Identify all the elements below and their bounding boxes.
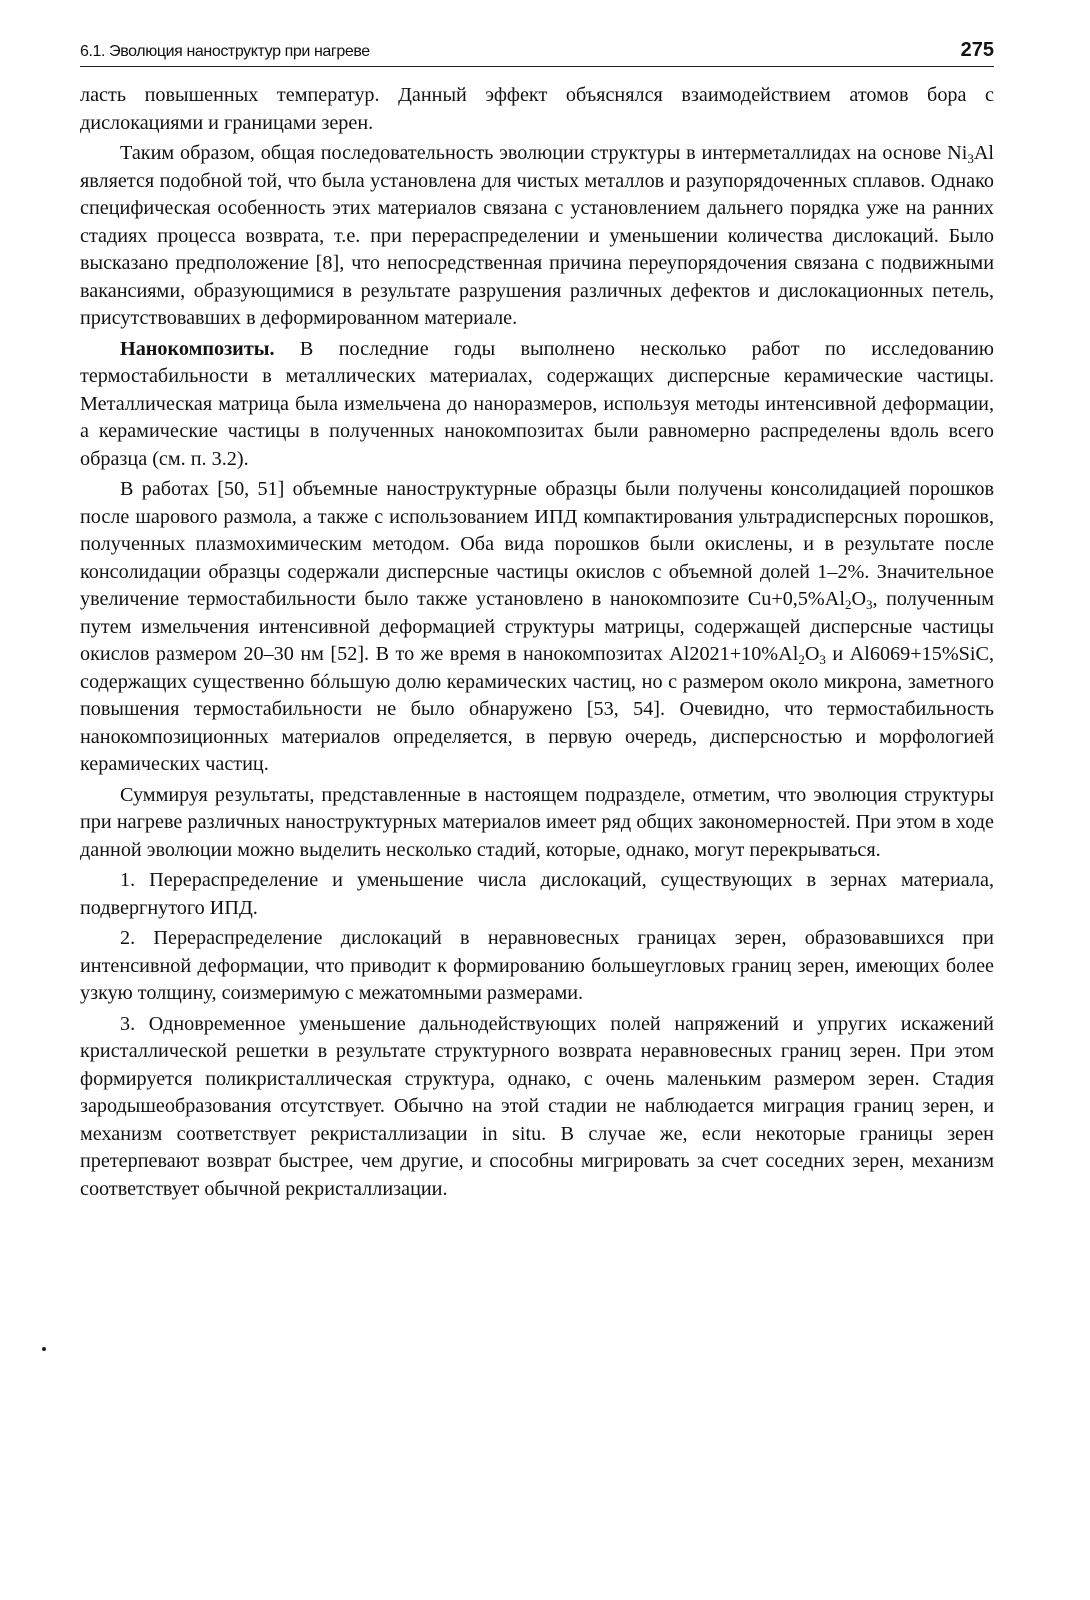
list-item-3: 3. Одновременное уменьшение дальнодействующих полей напряжений и упругих искажений кристаллической решетки в результате структурного возврата неравновесных границ зерен. При этом формируется поликристаллическая структура, однако, с очень маленьким размером зерен. Стадия зародышеобразования отсутствует. Обычно на этой стадии не наблюдается миграция границ зерен, и механизм соответствует рекристаллизации in situ. В случае же, если некоторые границы зерен претерпевают возврат быстрее, чем другие, и способны мигрировать за счет соседних зерен, механизм соответствует обычной рекристаллизации. <box>80 1012 994 1200</box>
running-title: 6.1. Эволюция наноструктур при нагреве <box>80 43 370 60</box>
paragraph-ni3al: Таким образом, общая последовательность эволюции структуры в интерметаллидах на основе $Ni_3Al$ является подобной той, что была установлена для чистых металлов и разупорядоченных сплавов. Однако специфическая особенность этих материалов связана с установлением дальнего порядка уже на ранних стадиях процесса возврата, т.е. при перераспределении и уменьшении количества дислокаций. Было высказано предположение [8], что непосредственная причина переупорядочения связана с подвижными вакансиями, образующимися в результате разрушения различных дефектов и дислокационных петель, присутствовавших в деформированном материале. <box>80 142 994 329</box>
list-item-1: 1. Перераспределение и уменьшение числа дислокаций, существующих в зернах материала, подвергнутого ИПД. <box>80 869 994 919</box>
list-item-2: 2. Перераспределение дислокаций в неравновесных границах зерен, образовавшихся при интенсивной деформации, что приводит к формированию большеугловых границ зерен, имеющих более узкую толщину, соизмеримую с межатомными размерами. <box>80 927 994 1004</box>
page-header <box>80 32 994 67</box>
page-number: 275 <box>960 39 994 61</box>
book-page <box>80 32 994 1206</box>
paragraph-continuation: ласть повышенных температур. Данный эффект объяснялся взаимодействием атомов бора с дислокациями и границами зерен. <box>80 84 994 134</box>
section-lead: Нанокомпозиты. <box>120 337 275 360</box>
paragraph-nanocomposites: Нанокомпозиты. В последние годы выполнено несколько работ по исследованию термостабильности в металлических материалах, содержащих дисперсные керамические частицы. Металлическая матрица была измельчена до наноразмеров, используя методы интенсивной деформации, а керамические частицы в полученных нанокомпозитах были равномерно распределены вдоль всего образца (см. п. 3.2). <box>80 337 994 470</box>
paragraph-works: В работах [50, 51] объемные наноструктурные образцы были получены консолидацией порошков после шарового размола, а также с использованием ИПД компактирования ультрадисперсных порошков, полученных плазмохимическим методом. Оба вида порошков были окислены, и в результате после консолидации образцы содержали дисперсные частицы окислов с объемной долей 1–2%. Значительное увеличение термостабильности было также установлено в нанокомпозите $Cu+0,5\%Al_2O_3$, полученным путем измельчения интенсивной деформацией структуры матрицы, содержащей дисперсные частицы окислов размером 20–30 нм [52]. В то же время в нанокомпозитах $Al2021+10\%Al_2O_3$ и Al6069+15%SiC, содержащих существенно бóльшую долю керамических частиц, но с размером около микрона, заметного повышения термостабильности не было обнаружено [53, 54]. Очевидно, что термостабильность нанокомпозиционных материалов определяется, в первую очередь, дисперсностью и морфологией керамических частиц. <box>80 478 994 775</box>
page-body <box>80 82 994 1203</box>
margin-dot <box>42 1347 46 1351</box>
paragraph-summary: Суммируя результаты, представленные в настоящем подразделе, отметим, что эволюция структуры при нагреве различных наноструктурных материалов имеет ряд общих закономерностей. При этом в ходе данной эволюции можно выделить несколько стадий, которые, однако, могут перекрываться. <box>80 783 994 861</box>
